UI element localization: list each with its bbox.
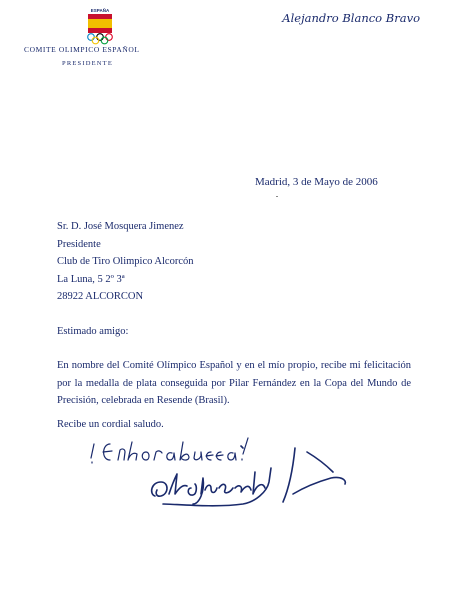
signature [145, 438, 360, 513]
emblem-text: ESPAÑA [90, 8, 110, 13]
closing-line: Recibe un cordial saludo. [57, 419, 164, 430]
body-paragraph: En nombre del Comité Olímpico Español y en el mío propio, recibe mi felicitación por la medalla de plata conseguida por Pilar Fernández en la Copa del Mundo de Precisión, celebrada en Resende (Brasil). [57, 360, 411, 406]
ink-speck [276, 196, 278, 197]
recipient-line: Club de Tiro Olimpico Alcorcón [57, 256, 194, 267]
recipient-line: La Luna, 5 2º 3ª [57, 273, 125, 285]
header-signatory-name: Alejandro Blanco Bravo [282, 11, 420, 25]
recipient-line: 28922 ALCORCON [57, 291, 144, 302]
letter-date: Madrid, 3 de Mayo de 2006 [255, 176, 378, 188]
organization-role: PRESIDENTE [62, 60, 113, 67]
organization-name: COMITE OLIMPICO ESPAÑOL [24, 45, 140, 54]
recipient-line: Presidente [57, 238, 101, 250]
recipient-line: Sr. D. José Mosquera Jimenez [57, 221, 184, 232]
greeting: Estimado amigo: [57, 326, 129, 337]
olympic-committee-emblem [79, 6, 121, 46]
recipient-address [57, 218, 194, 306]
